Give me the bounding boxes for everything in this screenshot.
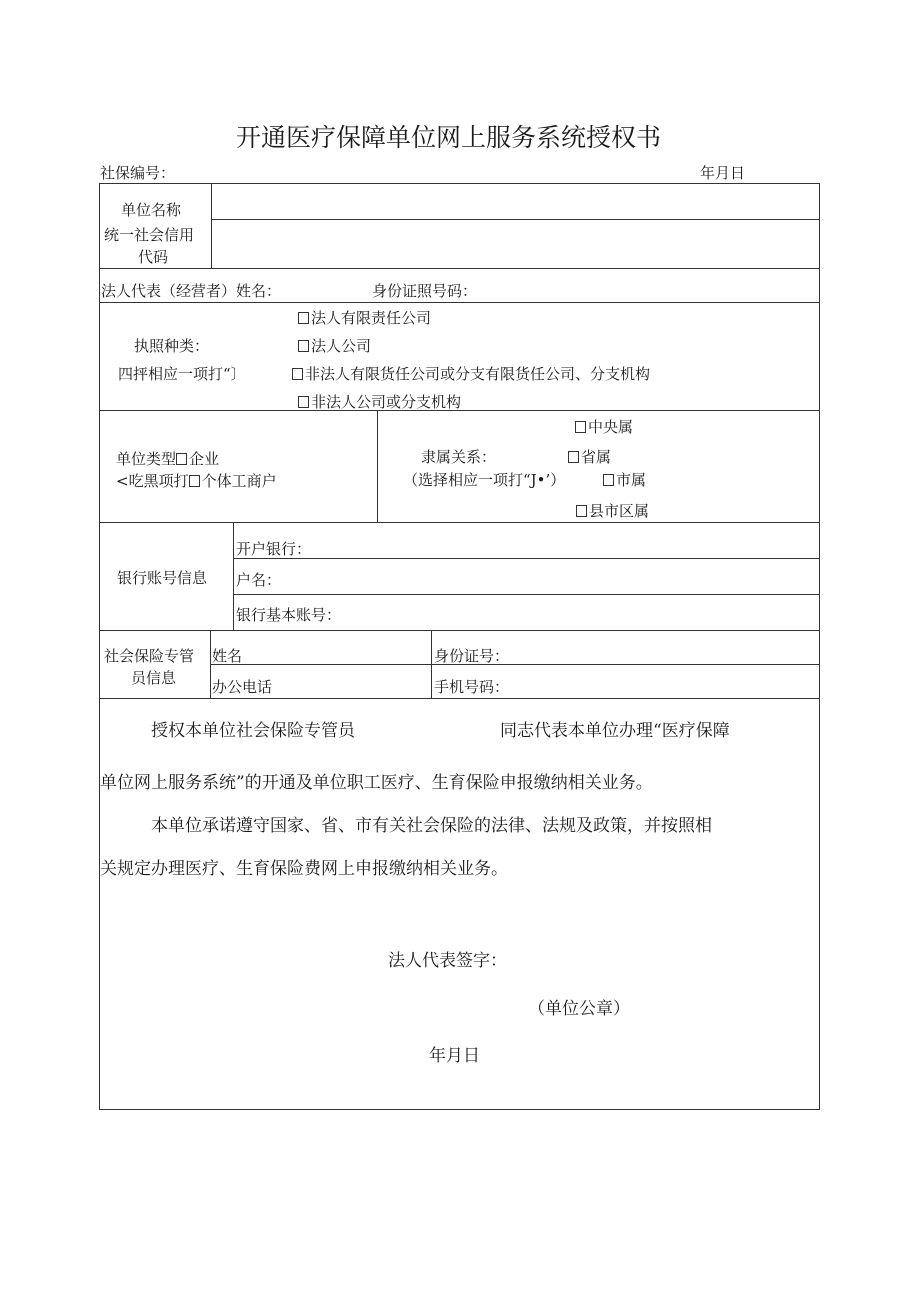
license-instruction-label: 四抨相应一项打“〕: [118, 365, 246, 383]
checkbox-icon: [292, 368, 303, 380]
unit-type-row-2: <吃黑项打 个体工商户: [116, 472, 277, 490]
manager-office-phone-label: 办公电话: [212, 678, 273, 696]
unit-name-label: 单位名称: [121, 201, 182, 219]
license-option-3[interactable]: 非法人有限货任公司或分支有限货任公司、分支机构: [292, 363, 650, 384]
affiliation-option-4[interactable]: 县市区属: [576, 500, 649, 521]
checkbox-icon[interactable]: [189, 475, 200, 487]
legal-rep-id-label: 身份证照号码：: [372, 282, 478, 300]
checkbox-icon: [298, 396, 309, 408]
signature-date-label: 年月日: [429, 1046, 480, 1066]
signature-label: 法人代表签字：: [388, 951, 507, 971]
affiliation-label: 隶属关系：: [421, 448, 497, 466]
unit-type-row-1: 单位类型 企业: [116, 450, 220, 468]
checkbox-icon: [576, 505, 587, 517]
checkbox-icon: [298, 340, 309, 352]
bank-section-label: 银行账号信息: [117, 569, 208, 587]
page-title: 开通医疗保障单位网上服务系统授权书: [236, 123, 662, 152]
manager-id-label: 身份证号：: [434, 647, 510, 665]
authorization-line-2: 单位网上服务系统”的开通及单位职工医疗、生育保险申报缴纳相关业务。: [100, 773, 653, 793]
credit-code-label-line2: 代码: [138, 248, 169, 266]
legal-rep-name-label: 法人代表（经营者）姓名：: [101, 282, 282, 300]
bank-account-no-label: 银行基本账号：: [236, 606, 342, 624]
license-option-4[interactable]: 非法人公司或分支机构: [298, 391, 461, 412]
manager-section-label-line1: 社会保险专管: [104, 647, 195, 665]
manager-section-label-line2: 员信息: [131, 669, 177, 687]
affiliation-option-3[interactable]: 市属: [603, 469, 646, 490]
social-security-no-label: 社保编号：: [100, 164, 176, 182]
bank-account-name-label: 户名：: [236, 571, 282, 589]
authorization-line-1a: 授权本单位社会保险专管员: [151, 721, 355, 741]
affiliation-option-1[interactable]: 中央属: [575, 416, 633, 437]
checkbox-icon[interactable]: [176, 453, 187, 465]
checkbox-icon: [603, 474, 614, 486]
license-type-label: 执照种类：: [134, 337, 210, 355]
manager-name-label: 姓名: [212, 647, 243, 665]
affiliation-option-2[interactable]: 省属: [568, 446, 611, 467]
authorization-line-4: 关规定办理医疗、生育保险费网上申报缴纳相关业务。: [100, 859, 508, 879]
license-option-1[interactable]: 法人有限责任公司: [298, 307, 431, 328]
seal-label: （单位公章）: [528, 999, 630, 1019]
authorization-line-3: 本单位承诺遵守国家、省、市有关社会保险的法律、法规及政策，并按照相: [151, 816, 712, 836]
bank-name-label: 开户银行：: [236, 540, 312, 558]
manager-mobile-label: 手机号码：: [434, 678, 510, 696]
license-option-2[interactable]: 法人公司: [298, 335, 371, 356]
authorization-line-1b: 同志代表本单位办理“医疗保障: [500, 721, 730, 741]
credit-code-label-line1: 统一社会信用: [104, 226, 195, 244]
checkbox-icon: [298, 312, 309, 324]
header-date-label: 年月日: [700, 164, 746, 182]
checkbox-icon: [575, 421, 586, 433]
checkbox-icon: [568, 451, 579, 463]
affiliation-instruction-label: （选择相应一项打“J•’）: [403, 471, 566, 489]
